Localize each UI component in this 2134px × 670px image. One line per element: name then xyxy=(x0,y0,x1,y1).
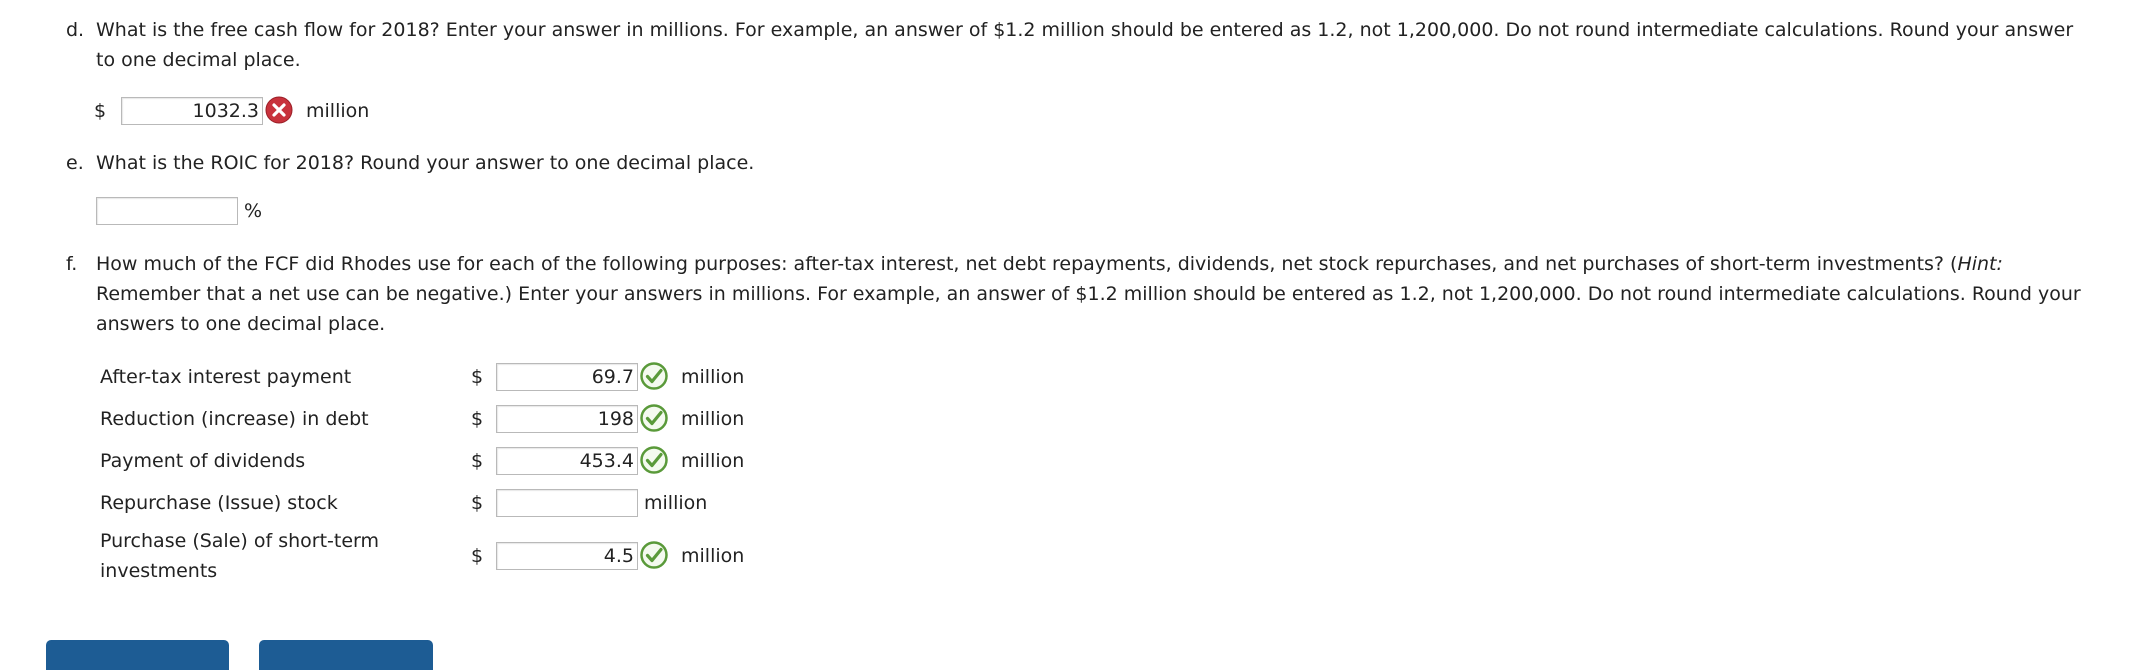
roic-answer-input[interactable] xyxy=(96,197,238,225)
answer-row-dividends xyxy=(0,446,800,476)
check-circle-icon xyxy=(640,362,668,390)
x-circle-icon xyxy=(265,96,293,124)
currency-symbol: $ xyxy=(471,492,484,514)
hint-label: Hint: xyxy=(1957,253,2003,275)
check-circle-icon xyxy=(640,404,668,432)
row-label: After-tax interest payment xyxy=(100,366,352,388)
stock-answer-input[interactable] xyxy=(496,489,638,517)
submit-button[interactable] xyxy=(46,640,229,670)
answer-row-e xyxy=(0,196,400,226)
question-letter: d. xyxy=(66,19,85,41)
answer-row-debt xyxy=(0,404,800,434)
check-circle-icon xyxy=(640,541,668,569)
currency-symbol: $ xyxy=(471,545,484,567)
answer-row-d xyxy=(0,96,600,126)
question-text-part: How much of the FCF did Rhodes use for each of the following purposes: after-tax interest, net debt repayments, dividends, net stock repurchases, and net purchases of short-term investments? ( xyxy=(96,253,1958,275)
unit-label: million xyxy=(681,545,745,567)
question-e xyxy=(66,148,2096,178)
row-label: Reduction (increase) in debt xyxy=(100,408,369,430)
interest-answer-input[interactable]: 69.7 xyxy=(496,363,638,391)
answer-row-interest xyxy=(0,362,800,392)
percent-label: % xyxy=(244,200,263,222)
question-d xyxy=(66,15,2096,75)
fcf-answer-input[interactable]: 1032.3 xyxy=(121,97,263,125)
question-text: What is the free cash flow for 2018? Enter your answer in millions. For example, an answer of $1.2 million should be entered as 1.2, not 1,200,000. Do not round intermediate calculations. Round your answer to one decimal place. xyxy=(96,19,2074,71)
currency-symbol: $ xyxy=(471,450,484,472)
question-letter: f. xyxy=(66,253,78,275)
row-label: Payment of dividends xyxy=(100,450,306,472)
question-text: What is the ROIC for 2018? Round your answer to one decimal place. xyxy=(96,152,755,174)
currency-symbol: $ xyxy=(94,100,107,122)
row-label: Repurchase (Issue) stock xyxy=(100,492,338,514)
unit-label: million xyxy=(306,100,370,122)
currency-symbol: $ xyxy=(471,408,484,430)
check-circle-icon xyxy=(640,446,668,474)
next-button[interactable] xyxy=(259,640,433,670)
question-f xyxy=(66,249,2096,339)
dividends-answer-input[interactable]: 453.4 xyxy=(496,447,638,475)
question-text xyxy=(96,249,2096,339)
question-letter: e. xyxy=(66,152,84,174)
unit-label: million xyxy=(644,492,708,514)
short-term-answer-input[interactable]: 4.5 xyxy=(496,542,638,570)
unit-label: million xyxy=(681,450,745,472)
unit-label: million xyxy=(681,408,745,430)
unit-label: million xyxy=(681,366,745,388)
currency-symbol: $ xyxy=(471,366,484,388)
answer-row-short-term xyxy=(0,526,800,586)
row-label: Purchase (Sale) of short-term investments xyxy=(100,530,380,582)
question-text-part: Remember that a net use can be negative.) Enter your answers in millions. For example, an answer of $1.2 million should be entered as 1.2, not 1,200,000. Do not round intermediate calculations. Round your answers to one decimal place. xyxy=(96,283,2081,335)
debt-answer-input[interactable]: 198 xyxy=(496,405,638,433)
answer-row-stock xyxy=(0,488,800,518)
